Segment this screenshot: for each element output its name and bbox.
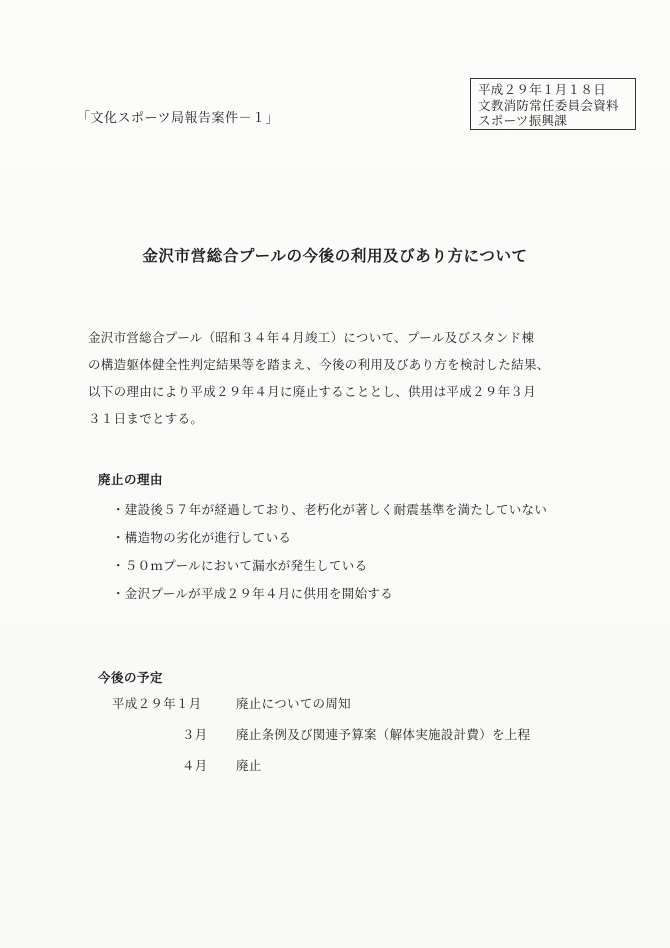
body-line: 金沢市営総合プール（昭和３４年４月竣工）について、プール及びスタンド棟	[88, 330, 535, 345]
body-line: の構造躯体健全性判定結果等を踏まえ、今後の利用及びあり方を検討した結果、	[88, 357, 550, 372]
reason-item: ・金沢プールが平成２９年４月に供用を開始する	[112, 586, 393, 601]
reason-item: ・建設後５７年が経過しており、老朽化が著しく耐震基準を満たしていない	[112, 502, 548, 517]
report-label: 「文化スポーツ局報告案件－１」	[77, 111, 279, 126]
reasons-heading: 廃止の理由	[98, 472, 164, 487]
schedule-heading: 今後の予定	[98, 670, 164, 685]
schedule-text: 廃止についての周知	[236, 696, 351, 711]
date-stamp-box	[470, 78, 636, 130]
stamp-committee: 文教消防常任委員会資料	[478, 97, 619, 113]
stamp-department: スポーツ振興課	[478, 113, 568, 128]
reason-item: ・５０ｍプールにおいて漏水が発生している	[112, 558, 368, 573]
body-line: 以下の理由により平成２９年４月に廃止することとし、供用は平成２９年３月	[88, 384, 537, 399]
schedule-date: 平成２９年１月	[112, 696, 202, 711]
schedule-date: ４月	[182, 758, 208, 773]
document-title: 金沢市営総合プールの今後の利用及びあり方について	[142, 247, 528, 265]
stamp-date: 平成２９年１月１８日	[478, 82, 607, 97]
reason-item: ・構造物の劣化が進行している	[112, 530, 292, 545]
body-line: ３１日までとする。	[88, 411, 204, 426]
schedule-text: 廃止条例及び関連予算案（解体実施設計費）を上程	[236, 727, 531, 742]
reasons-list	[112, 496, 547, 608]
body-paragraph	[88, 324, 588, 432]
schedule-date: ３月	[182, 727, 208, 742]
schedule-text: 廃止	[236, 758, 262, 773]
